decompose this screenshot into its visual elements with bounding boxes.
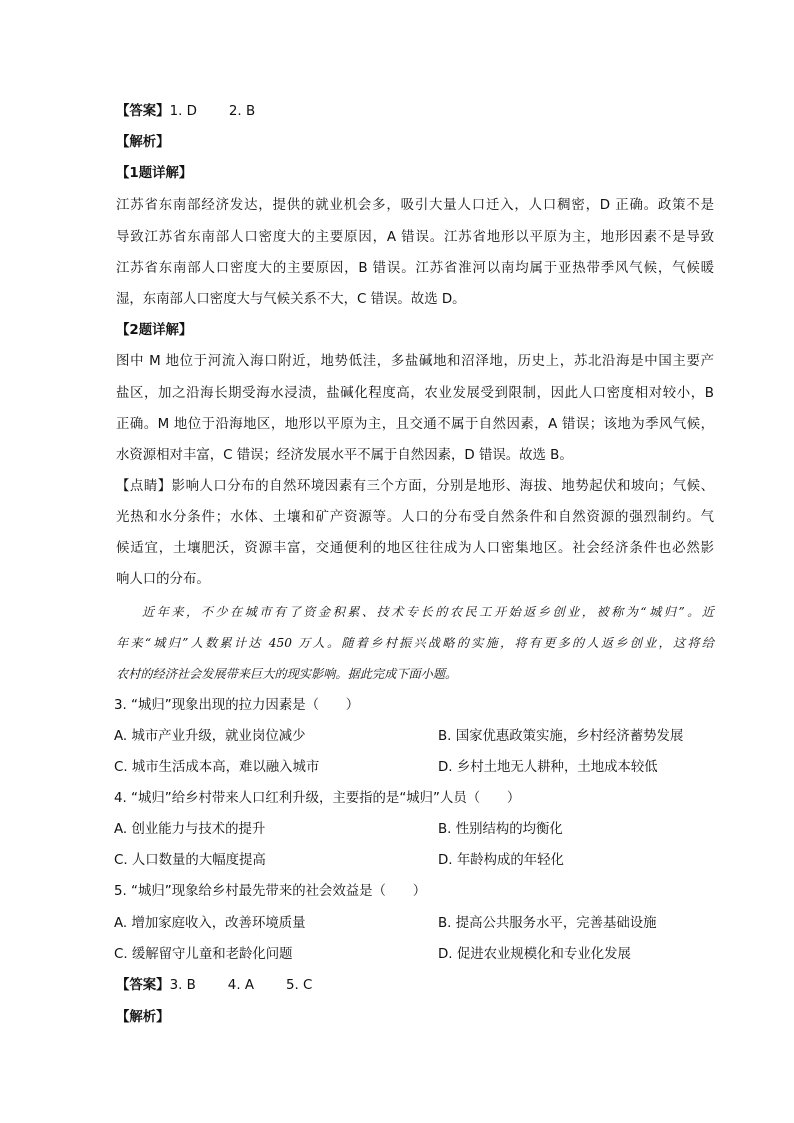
- question-4-option-b: B. 性别结构的均衡化: [438, 822, 563, 837]
- q1-detail-title: 【1题详解】: [116, 166, 193, 181]
- tip-line: 响人口的分布。: [116, 572, 210, 587]
- question-4-option-c: C. 人口数量的大幅度提高: [114, 853, 266, 868]
- question-3-option-a: A. 城市产业升级，就业岗位减少: [114, 729, 306, 744]
- question-5-option-c: C. 缓解留守儿童和老龄化问题: [114, 947, 293, 962]
- answer-line-2: [116, 976, 312, 996]
- question-5-option-b: B. 提高公共服务水平，完善基础设施: [438, 916, 657, 931]
- answer-line-1: [116, 102, 255, 122]
- question-4-option-a: A. 创业能力与技术的提升: [114, 822, 266, 837]
- question-4-option-d: D. 年龄构成的年轻化: [438, 853, 564, 868]
- question-5-stem: 5. “城归”现象给乡村最先带来的社会效益是（ ）: [114, 884, 427, 899]
- q2-detail-line: 水资源相对丰富，C 错误；经济发展水平不属于自然因素，D 错误。故选 B。: [116, 448, 573, 463]
- passage-line: 农村的经济社会发展带来巨大的现实影响。据此完成下面小题。: [116, 667, 458, 681]
- tip-line: 光热和水分条件；水体、土壤和矿产资源等。人口的分布受自然条件和自然资源的强烈制约。气: [116, 510, 714, 525]
- question-5-option-d: D. 促进农业规模化和专业化发展: [438, 947, 631, 962]
- passage-line: 近年来，不少在城市有了资金积累、技术专长的农民工开始返乡创业，被称为“城归”。近: [142, 605, 714, 619]
- question-5-option-a: A. 增加家庭收入，改善环境质量: [114, 916, 306, 931]
- answer-4: 4. A: [227, 978, 254, 993]
- q1-detail-line: 江苏省东南部人口密度大的主要原因，B 错误。江苏省淮河以南均属于亚热带季风气候，气候暖: [116, 261, 714, 276]
- q2-detail-line: 正确。M 地位于沿海地区，地形以平原为主，且交通不属于自然因素，A 错误；该地为季风气候，: [116, 417, 714, 432]
- answer-1: 1. D: [169, 104, 197, 119]
- answer-label: 【答案】: [116, 104, 170, 119]
- q1-detail-line: 江苏省东南部经济发达，提供的就业机会多，吸引大量人口迁入，人口稠密，D 正确。政策不是: [116, 198, 714, 213]
- question-3-option-b: B. 国家优惠政策实施，乡村经济蓄势发展: [438, 729, 684, 744]
- question-3-stem: 3. “城归”现象出现的拉力因素是（ ）: [114, 698, 360, 713]
- question-3-option-c: C. 城市生活成本高，难以融入城市: [114, 760, 320, 775]
- answer-3: 3. B: [169, 978, 196, 993]
- q2-detail-line: 图中 M 地位于河流入海口附近，地势低洼，多盐碱地和沼泽地，历史上，苏北沿海是中国主要产: [116, 354, 714, 369]
- tip-line: 候适宜，土壤肥沃，资源丰富，交通便利的地区往往成为人口密集地区。社会经济条件也必然影: [116, 541, 714, 556]
- analysis-heading: 【解析】: [116, 135, 170, 150]
- q2-detail-line: 盐区，加之沿海长期受海水浸渍，盐碱化程度高，农业发展受到限制，因此人口密度相对较小，B: [116, 386, 714, 401]
- q1-detail-line: 湿，东南部人口密度大与气候关系不大，C 错误。故选 D。: [116, 292, 466, 307]
- answer-5: 5. C: [286, 978, 313, 993]
- q1-detail-line: 导致江苏省东南部人口密度大的主要原因，A 错误。江苏省地形以平原为主，地形因素不是导致: [116, 230, 714, 245]
- answer-label: 【答案】: [116, 978, 170, 993]
- q2-detail-title: 【2题详解】: [116, 323, 193, 338]
- tip-line: 【点睛】影响人口分布的自然环境因素有三个方面，分别是地形、海拔、地势起伏和坡向；气候、: [116, 479, 714, 494]
- answer-2: 2. B: [228, 104, 256, 119]
- passage-line: 年来“城归”人数累计达 450 万人。随着乡村振兴战略的实施，将有更多的人返乡创业，这将给: [116, 636, 714, 650]
- analysis-heading: 【解析】: [116, 1010, 170, 1025]
- question-3-option-d: D. 乡村土地无人耕种，土地成本较低: [438, 760, 658, 775]
- question-4-stem: 4. “城归”给乡村带来人口红利升级，主要指的是“城归”人员（ ）: [114, 791, 521, 806]
